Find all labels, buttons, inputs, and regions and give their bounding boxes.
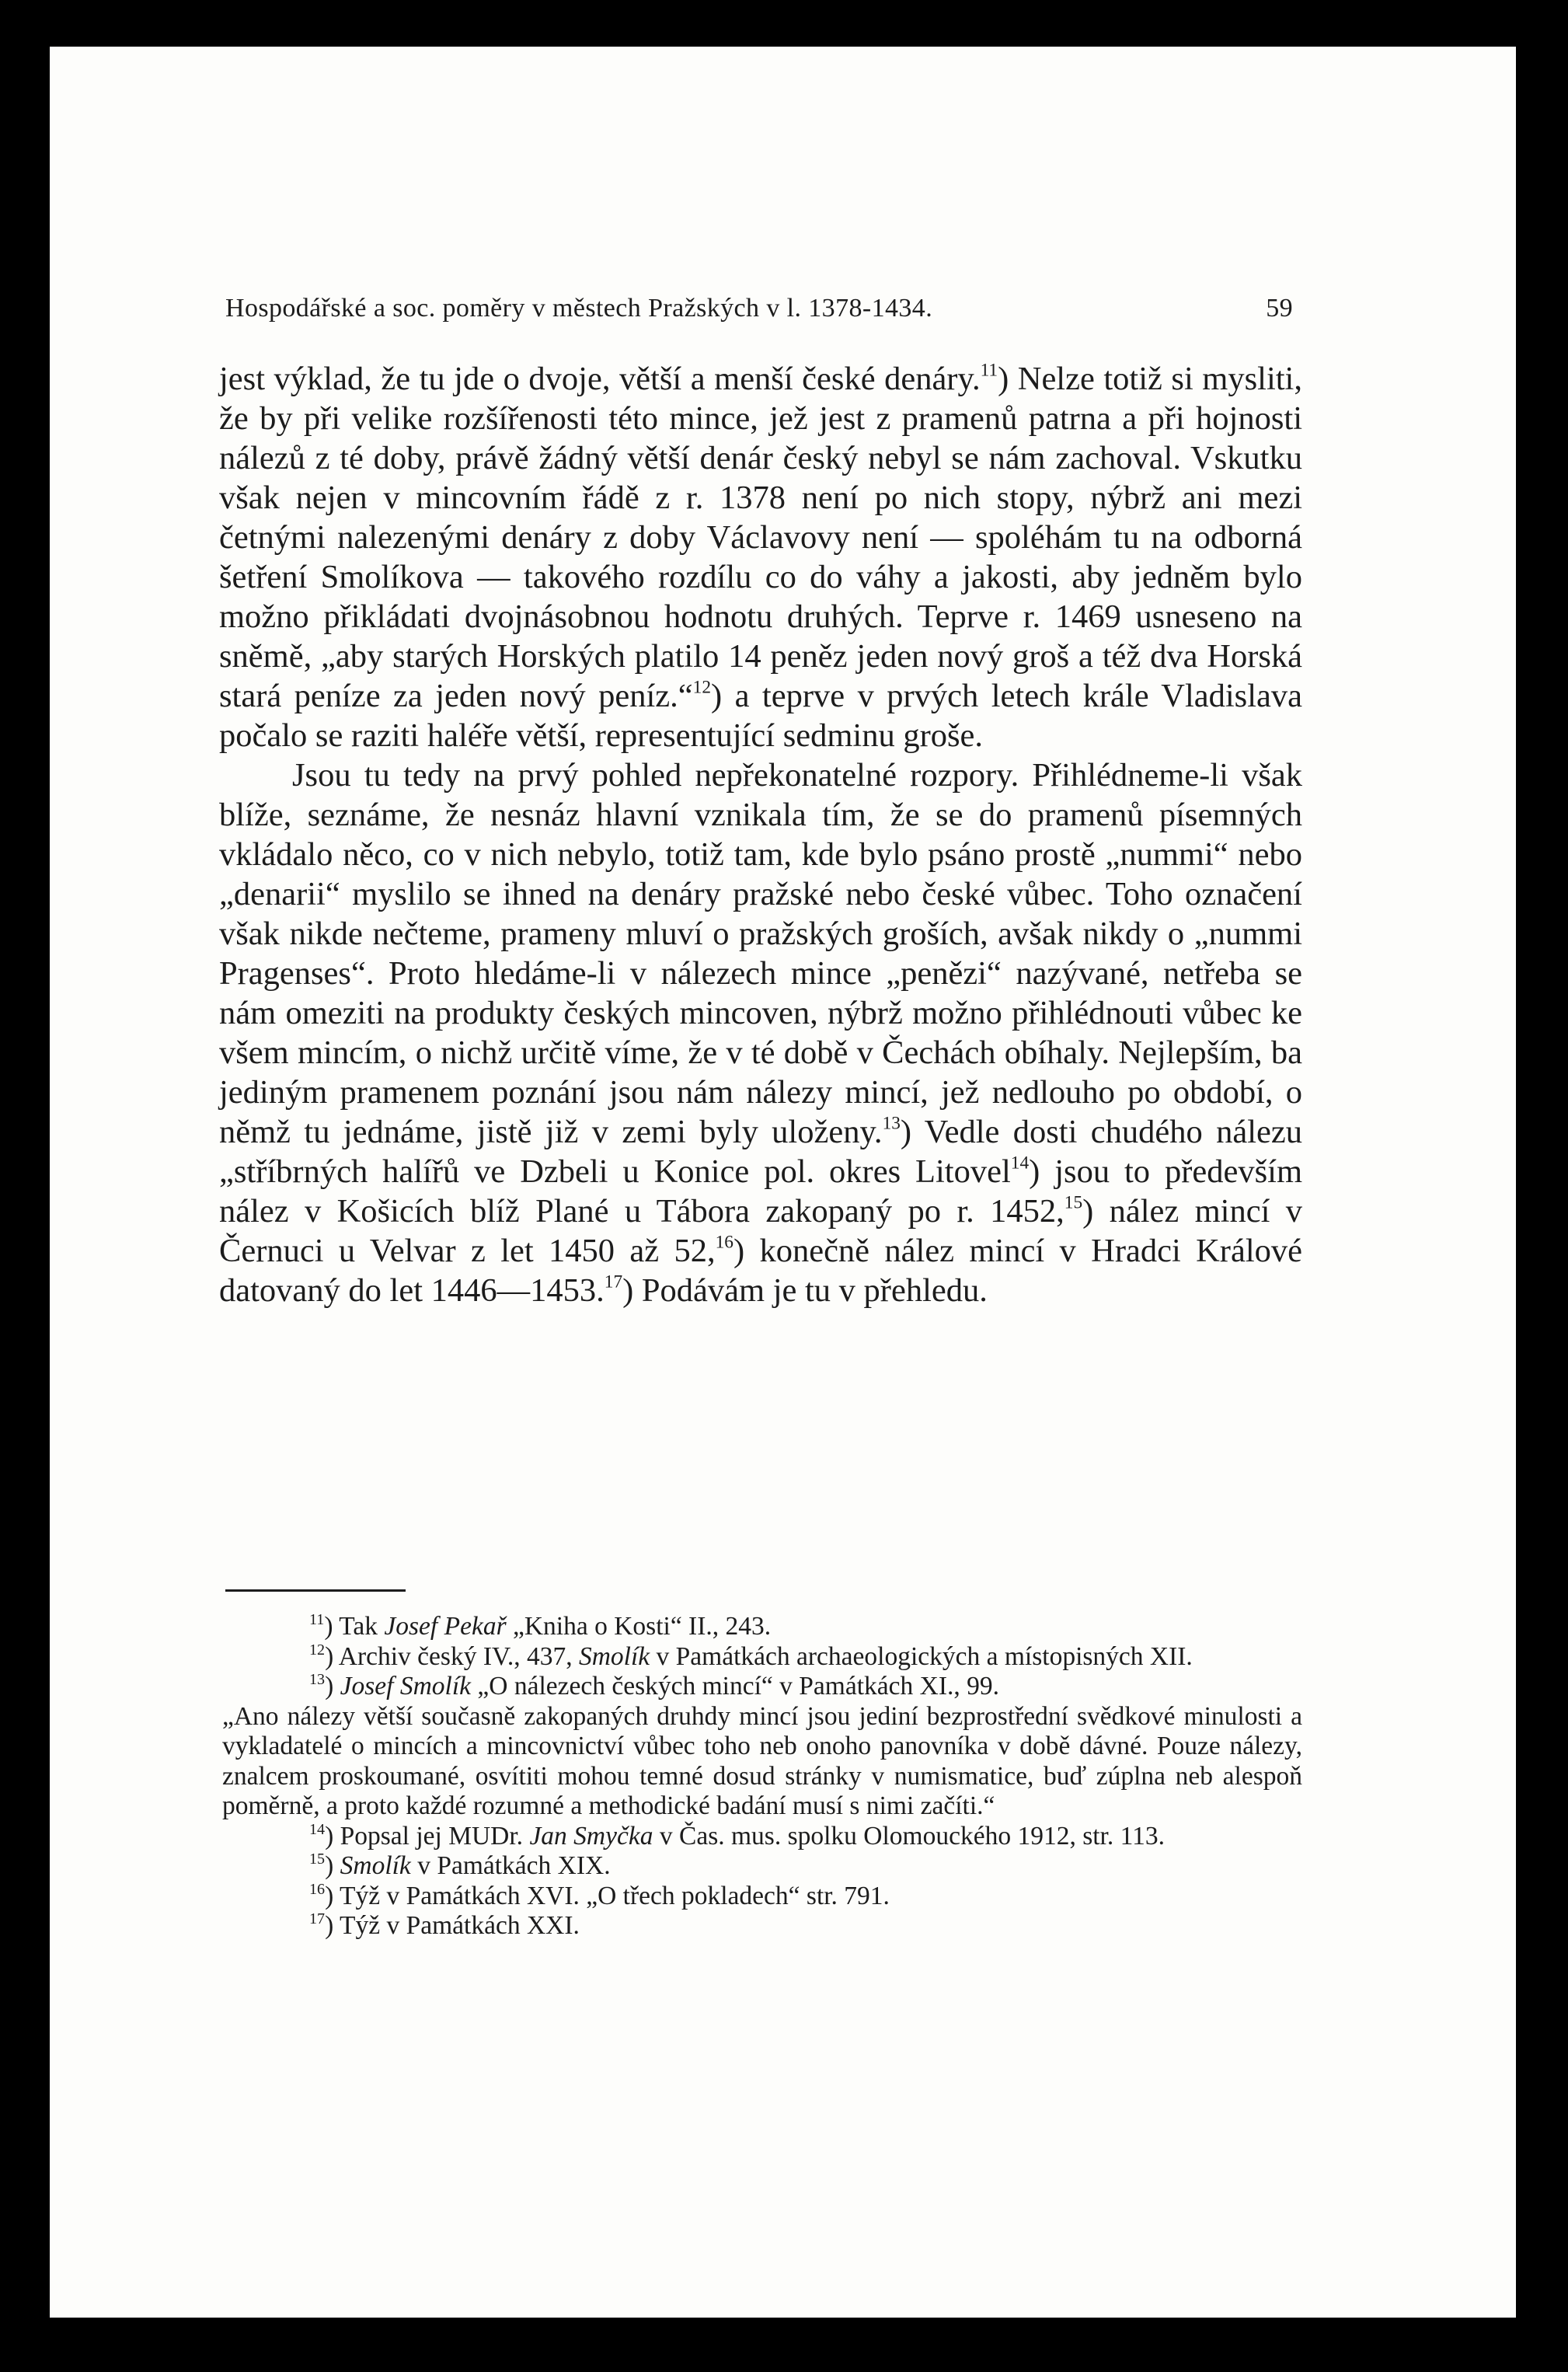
footnote-separator — [225, 1589, 406, 1592]
text-run: v Čas. mus. spolku Olomouckého 1912, str. 113. — [653, 1821, 1166, 1851]
italic-name: Smolík — [340, 1851, 411, 1880]
footnote-16: $^{16}$) Týž v Památkách XVI. „O třech pokladech“ str. 791. — [309, 1880, 890, 1910]
paragraph-1 — [219, 359, 1302, 755]
footnote-ref: 11 — [980, 360, 998, 381]
footnotes — [222, 1612, 1302, 1941]
text-run: ) konečně nález mincí v Hradci Králové datovaný do let 1446—1453. — [219, 1233, 1302, 1309]
running-head-title: Hospodářské a soc. poměry v městech Pražských v l. 1378-1434. — [225, 294, 933, 323]
footnote-number: 15 — [309, 1850, 326, 1868]
book-page — [50, 47, 1516, 2318]
footnote-15: $^{15}$) Smolík v Památkách XIX. — [309, 1850, 611, 1880]
italic-name: Smolík — [578, 1641, 650, 1671]
text-run: ) Nelze totiž si mysliti, že by při velike rozšířenosti této mince, jež jest z pramenů patrna a při hojnosti nálezů z té doby, právě žádný větší denár český nebyl se nám zachoval. Vskutku však nejen v mincovním řádě z r. 1378 není po nich stopy, nýbrž ani mezi četnými nalezenými denáry z doby Václavovy není — spoléhám tu na odborná šetření Smolíkova — takového rozdílu co do váhy a jakosti, aby jedněm bylo možno přikládati dvojnásobnou hodnotu druhých. Teprve r. 1469 usneseno na sněmě, „aby starých Horských platilo 14 peněz jeden nový groš a též dva Horská stará peníze za jeden nový peníz.“ — [219, 361, 1302, 714]
text-run: jest výklad, že tu jde o dvoje, větší a menší české denáry. — [219, 361, 981, 397]
footnote-number: 17 — [309, 1910, 326, 1927]
footnote-12: $^{12}$) Archiv český IV., 437, Smolík v Památkách archaeologických a místopisných XII. — [309, 1641, 1193, 1671]
text-run — [333, 1672, 340, 1701]
text-run: „Kniha o Kosti“ II., 243. — [506, 1612, 772, 1641]
footnote-number: 13 — [309, 1670, 326, 1688]
footnote-17: $^{17}$) Týž v Památkách XXI. — [309, 1910, 580, 1940]
footnote-11: $^{11}$) Tak Josef Pekař „Kniha o Kosti“ II., 243. — [309, 1610, 772, 1641]
footnote-number: 14 — [309, 1820, 326, 1838]
text-run: ) jsou to především nález v Košicích blíž Plané u Tábora zakopaný po r. 1452, — [219, 1153, 1303, 1230]
paragraph-2 — [219, 755, 1302, 1310]
footnote-number: 12 — [309, 1641, 326, 1659]
footnote-ref: 17 — [604, 1271, 623, 1292]
text-run: Jsou tu tedy na prvý pohled nepřekonatelné rozpory. Přihlédneme-li však blíže, seznáme, že nesnáz hlavní vznikala tím, že se do pramenů písemných vkládalo něco, co v nich nebylo, totiž tam, kde bylo psáno prostě „nummi“ nebo „denarii“ myslilo se ihned na denáry pražské nebo české vůbec. Toho označení však nikde nečteme, prameny mluví o pražských groších, avšak nikdy o „nummi Pragenses“. Proto hledáme-li v nálezech mince „penězi“ nazývané, netřeba se nám omeziti na produkty českých mincoven, nýbrž možno přihlédnouti vůbec ke všem mincím, o nichž určitě víme, že v té době v Čechách obíhaly. Nejlepším, ba jediným pramenem poznání jsou nám nálezy mincí, jež nedlouho po období, o němž tu jednáme, jistě již v zemi byly uloženy. — [219, 757, 1302, 1150]
running-head — [225, 294, 1293, 323]
text-run: Tak — [333, 1612, 385, 1641]
footnote-ref: 16 — [715, 1232, 733, 1253]
text-run: Popsal jej MUDr. — [333, 1821, 530, 1851]
footnote-quote: „Ano nálezy větší současně zakopaných druhdy mincí jsou jediní bezprostřední svědkové minulosti a vykladatelé o mincích a mincovnictví vůbec toho neb onoho panovníka v době dávné. Pouze nálezy, znalcem proskoumané, osvítiti mohou temné dosud stránky v numismatice, buď zúplna neb alespoň poměrně, a proto každé rozumné a methodické badání musí s nimi začíti.“ — [222, 1701, 1302, 1820]
page-number: 59 — [1266, 294, 1293, 323]
text-run: „O nálezech českých mincí“ v Památkách XI., 99. — [471, 1672, 999, 1701]
footnote-14: $^{14}$) Popsal jej MUDr. Jan Smyčka v Čas. mus. spolku Olomouckého 1912, str. 113. — [309, 1820, 1166, 1851]
text-run: ) a teprve v prvých letech krále Vladislava počalo se raziti haléře větší, representující sedminu groše. — [219, 678, 1302, 754]
text-run — [333, 1851, 340, 1880]
footnote-number: 16 — [309, 1880, 326, 1898]
text-run: Archiv český IV., 437, — [333, 1641, 579, 1671]
text-run: Týž v Památkách XXI. — [333, 1911, 580, 1940]
text-run: ) Vedle dosti chudého nálezu „stříbrných halířů ve Dzbeli u Konice pol. okres Litovel — [219, 1114, 1302, 1190]
footnote-ref: 14 — [1010, 1153, 1030, 1174]
footnote-13: $^{13}$) Josef Smolík „O nálezech českých mincí“ v Památkách XI., 99. — [309, 1670, 999, 1701]
italic-name: Jan Smyčka — [529, 1821, 653, 1851]
text-run: ) nález mincí v Černuci u Velvar z let 1450 až 52, — [219, 1193, 1302, 1269]
italic-name: Josef Pekař — [384, 1612, 507, 1641]
footnote-ref: 15 — [1064, 1192, 1083, 1213]
footnote-ref: 13 — [882, 1113, 901, 1134]
text-run: ) Podávám je tu v přehledu. — [622, 1272, 988, 1309]
footnote-ref: 12 — [692, 677, 712, 698]
italic-name: Josef Smolík — [340, 1672, 472, 1701]
text-run: v Památkách archaeologických a místopisných XII. — [650, 1641, 1193, 1671]
text-run: v Památkách XIX. — [410, 1851, 611, 1880]
text-run: Týž v Památkách XVI. „O třech pokladech“ str. 791. — [333, 1881, 890, 1910]
footnote-number: 11 — [309, 1610, 325, 1628]
body-text — [219, 359, 1302, 1310]
